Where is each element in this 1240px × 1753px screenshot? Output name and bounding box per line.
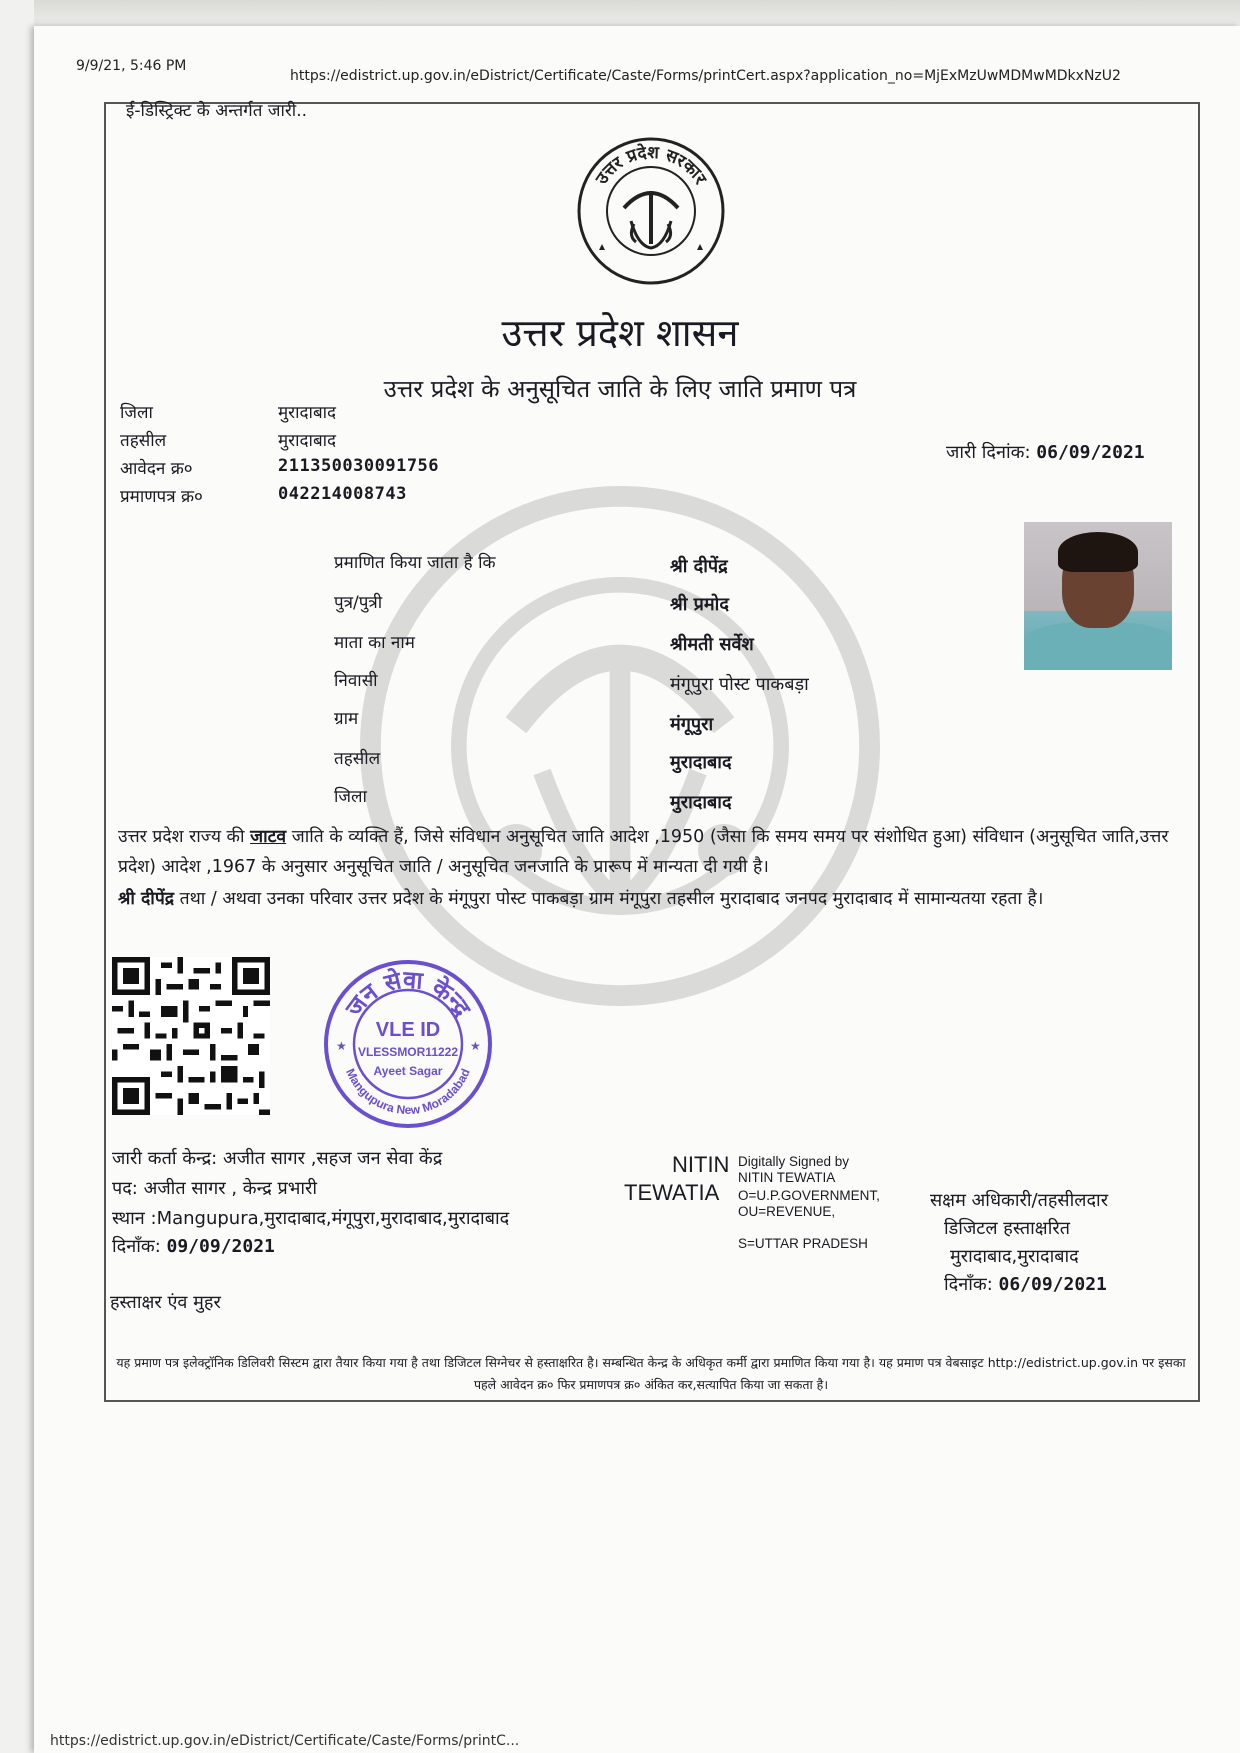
tehsil-value: मुरादाबाद <box>670 752 732 773</box>
print-url: https://edistrict.up.gov.in/eDistrict/Certificate/Caste/Forms/printCert.aspx?application_no=MjExMzUwMDMwMDkxNzU2 <box>290 68 1121 84</box>
svg-text:उत्तर प्रदेश सरकार <box>591 142 710 189</box>
seal-ring-bottom: Mangupura New Moradabad <box>343 1066 473 1118</box>
certificate-subtitle: उत्तर प्रदेश के अनुसूचित जाति के लिए जाति प्रमाण पत्र <box>383 375 857 403</box>
seal-star-left: ★ <box>336 1039 347 1053</box>
seal-line1: VLE ID <box>375 1019 441 1041</box>
caste-statement-pre: उत्तर प्रदेश राज्य की <box>118 827 251 847</box>
authority-place: मुरादाबाद,मुरादाबाद <box>950 1246 1079 1267</box>
issuer-date <box>112 1234 275 1258</box>
applicant-name: श्री दीपेंद्र <box>670 556 728 577</box>
issuer-place: स्थान :Mangupura,मुरादाबाद,मंगूपुरा,मुरादाबाद,मुरादाबाद <box>112 1208 510 1229</box>
meta-district-label: जिला <box>120 403 153 423</box>
field-certified-label: प्रमाणित किया जाता है कि <box>334 553 496 573</box>
field-resident-label: निवासी <box>334 671 378 691</box>
government-title: उत्तर प्रदेश शासन <box>501 311 739 355</box>
issuer-date-label: दिनाँक: <box>112 1236 161 1257</box>
seal-line3: Ayeet Sagar <box>373 1064 443 1078</box>
caste-statement-post: जाति के व्यक्ति हैं, जिसे संविधान अनुसूचित जाति आदेश ,1950 (जैसा कि समय समय पर संशोधित हुआ) संविधान (अनुसूचित जाति,उत्तर प्रदेश) आदेश ,1967 के अनुसार अनुसूचित जाति / अनुसूचित जनजाति के प्रारूप में मान्यता दी गयी है। <box>118 827 1169 877</box>
issuer-post: पद: अजीत सागर , केन्द्र प्रभारी <box>112 1178 318 1199</box>
signer-state: S=UTTAR PRADESH <box>738 1236 868 1251</box>
issued-under-edistrict: ई-डिस्ट्रिक्ट के अन्तर्गत जारी.. <box>126 101 308 121</box>
residence-statement <box>118 884 1184 914</box>
meta-application-label: आवेदन क्र० <box>120 459 193 479</box>
print-timestamp: 9/9/21, 5:46 PM <box>76 58 187 74</box>
signer-ou: OU=REVENUE, <box>738 1204 836 1219</box>
meta-tehsil-label: तहसील <box>120 431 167 451</box>
signer-org: O=U.P.GOVERNMENT, <box>738 1188 880 1203</box>
svg-text:जन सेवा केन्द्र <box>339 965 477 1022</box>
certificate-number: 042214008743 <box>278 484 407 504</box>
print-footer-url: https://edistrict.up.gov.in/eDistrict/Certificate/Caste/Forms/printC... <box>50 1733 520 1749</box>
authority-digitally-signed: डिजिटल हस्ताक्षरित <box>944 1218 1070 1239</box>
qr-code <box>112 956 270 1116</box>
applicant-photo <box>1024 522 1172 670</box>
authority-date-value: 06/09/2021 <box>998 1274 1107 1295</box>
issue-date-label: जारी दिनांक: <box>946 442 1031 463</box>
father-name: श्री प्रमोद <box>670 594 729 615</box>
up-government-emblem <box>576 136 726 286</box>
village-value: मंगूपुरा <box>670 714 714 735</box>
meta-tehsil-value: मुरादाबाद <box>278 431 337 451</box>
mother-name: श्रीमती सर्वेश <box>670 634 754 655</box>
jan-sewa-kendra-seal <box>322 958 494 1130</box>
caste-name: जाटव <box>250 827 287 847</box>
seal-star-right: ★ <box>470 1039 481 1053</box>
field-district-label: जिला <box>334 787 367 807</box>
signature-and-seal-label: हस्ताक्षर एंव मुहर <box>110 1292 221 1313</box>
issuer-date-value: 09/09/2021 <box>166 1236 275 1257</box>
signer-full-name: NITIN TEWATIA <box>738 1170 836 1185</box>
field-parent-label: पुत्र/पुत्री <box>334 593 383 613</box>
field-tehsil-label: तहसील <box>334 749 381 769</box>
verification-note: यह प्रमाण पत्र इलेक्ट्रॉनिक डिलिवरी सिस्टम द्वारा तैयार किया गया है तथा डिजिटल सिग्नेचर से हस्ताक्षरित है। सम्बन्धित केन्द्र के अधिकृत कर्मी द्वारा प्रमाणित किया गया है। यह प्रमाण पत्र वेबसाइट http://edistrict.up.gov.in पर इसका पहले आवेदन क्र० फिर प्रमाणपत्र क्र० अंकित कर,सत्यापित किया जा सकता है। <box>116 1355 1186 1392</box>
issue-date <box>946 440 1145 464</box>
digitally-signed-by: Digitally Signed by <box>738 1154 850 1169</box>
authority-designation: सक्षम अधिकारी/तहसीलदार <box>930 1190 1109 1211</box>
authority-date-label: दिनाँक: <box>944 1274 993 1295</box>
meta-certificate-label: प्रमाणपत्र क्र० <box>120 487 203 507</box>
residence-statement-name: श्री दीपेंद्र <box>118 889 175 909</box>
seal-line2: VLESSMOR11222 <box>357 1045 459 1059</box>
residence-statement-rest: तथा / अथवा उनका परिवार उत्तर प्रदेश के मंगूपुरा पोस्ट पाकबड़ा ग्राम मंगूपुरा तहसील मुरादाबाद जनपद मुरादाबाद में सामान्यतया रहता है। <box>174 889 1044 909</box>
seal-top-text: जन सेवा केन्द्र <box>339 965 477 1022</box>
signer-name-line2: TEWATIA <box>624 1180 720 1205</box>
authority-date <box>944 1272 1240 1296</box>
caste-statement <box>118 822 1184 882</box>
field-village-label: ग्राम <box>334 709 359 729</box>
scan-top-edge <box>34 0 1240 26</box>
emblem-text: उत्तर प्रदेश सरकार <box>591 142 711 189</box>
field-mother-label: माता का नाम <box>334 633 415 653</box>
meta-district-value: मुरादाबाद <box>278 403 337 423</box>
resident-value: मंगूपुरा पोस्ट पाकबड़ा <box>670 674 809 695</box>
application-number: 211350030091756 <box>278 456 440 476</box>
signer-name-line1: NITIN <box>672 1152 730 1177</box>
district-value: मुरादाबाद <box>670 792 732 813</box>
issuing-centre: जारी कर्ता केन्द्र: अजीत सागर ,सहज जन सेवा केंद्र <box>112 1148 443 1169</box>
issue-date-value: 06/09/2021 <box>1036 442 1145 463</box>
